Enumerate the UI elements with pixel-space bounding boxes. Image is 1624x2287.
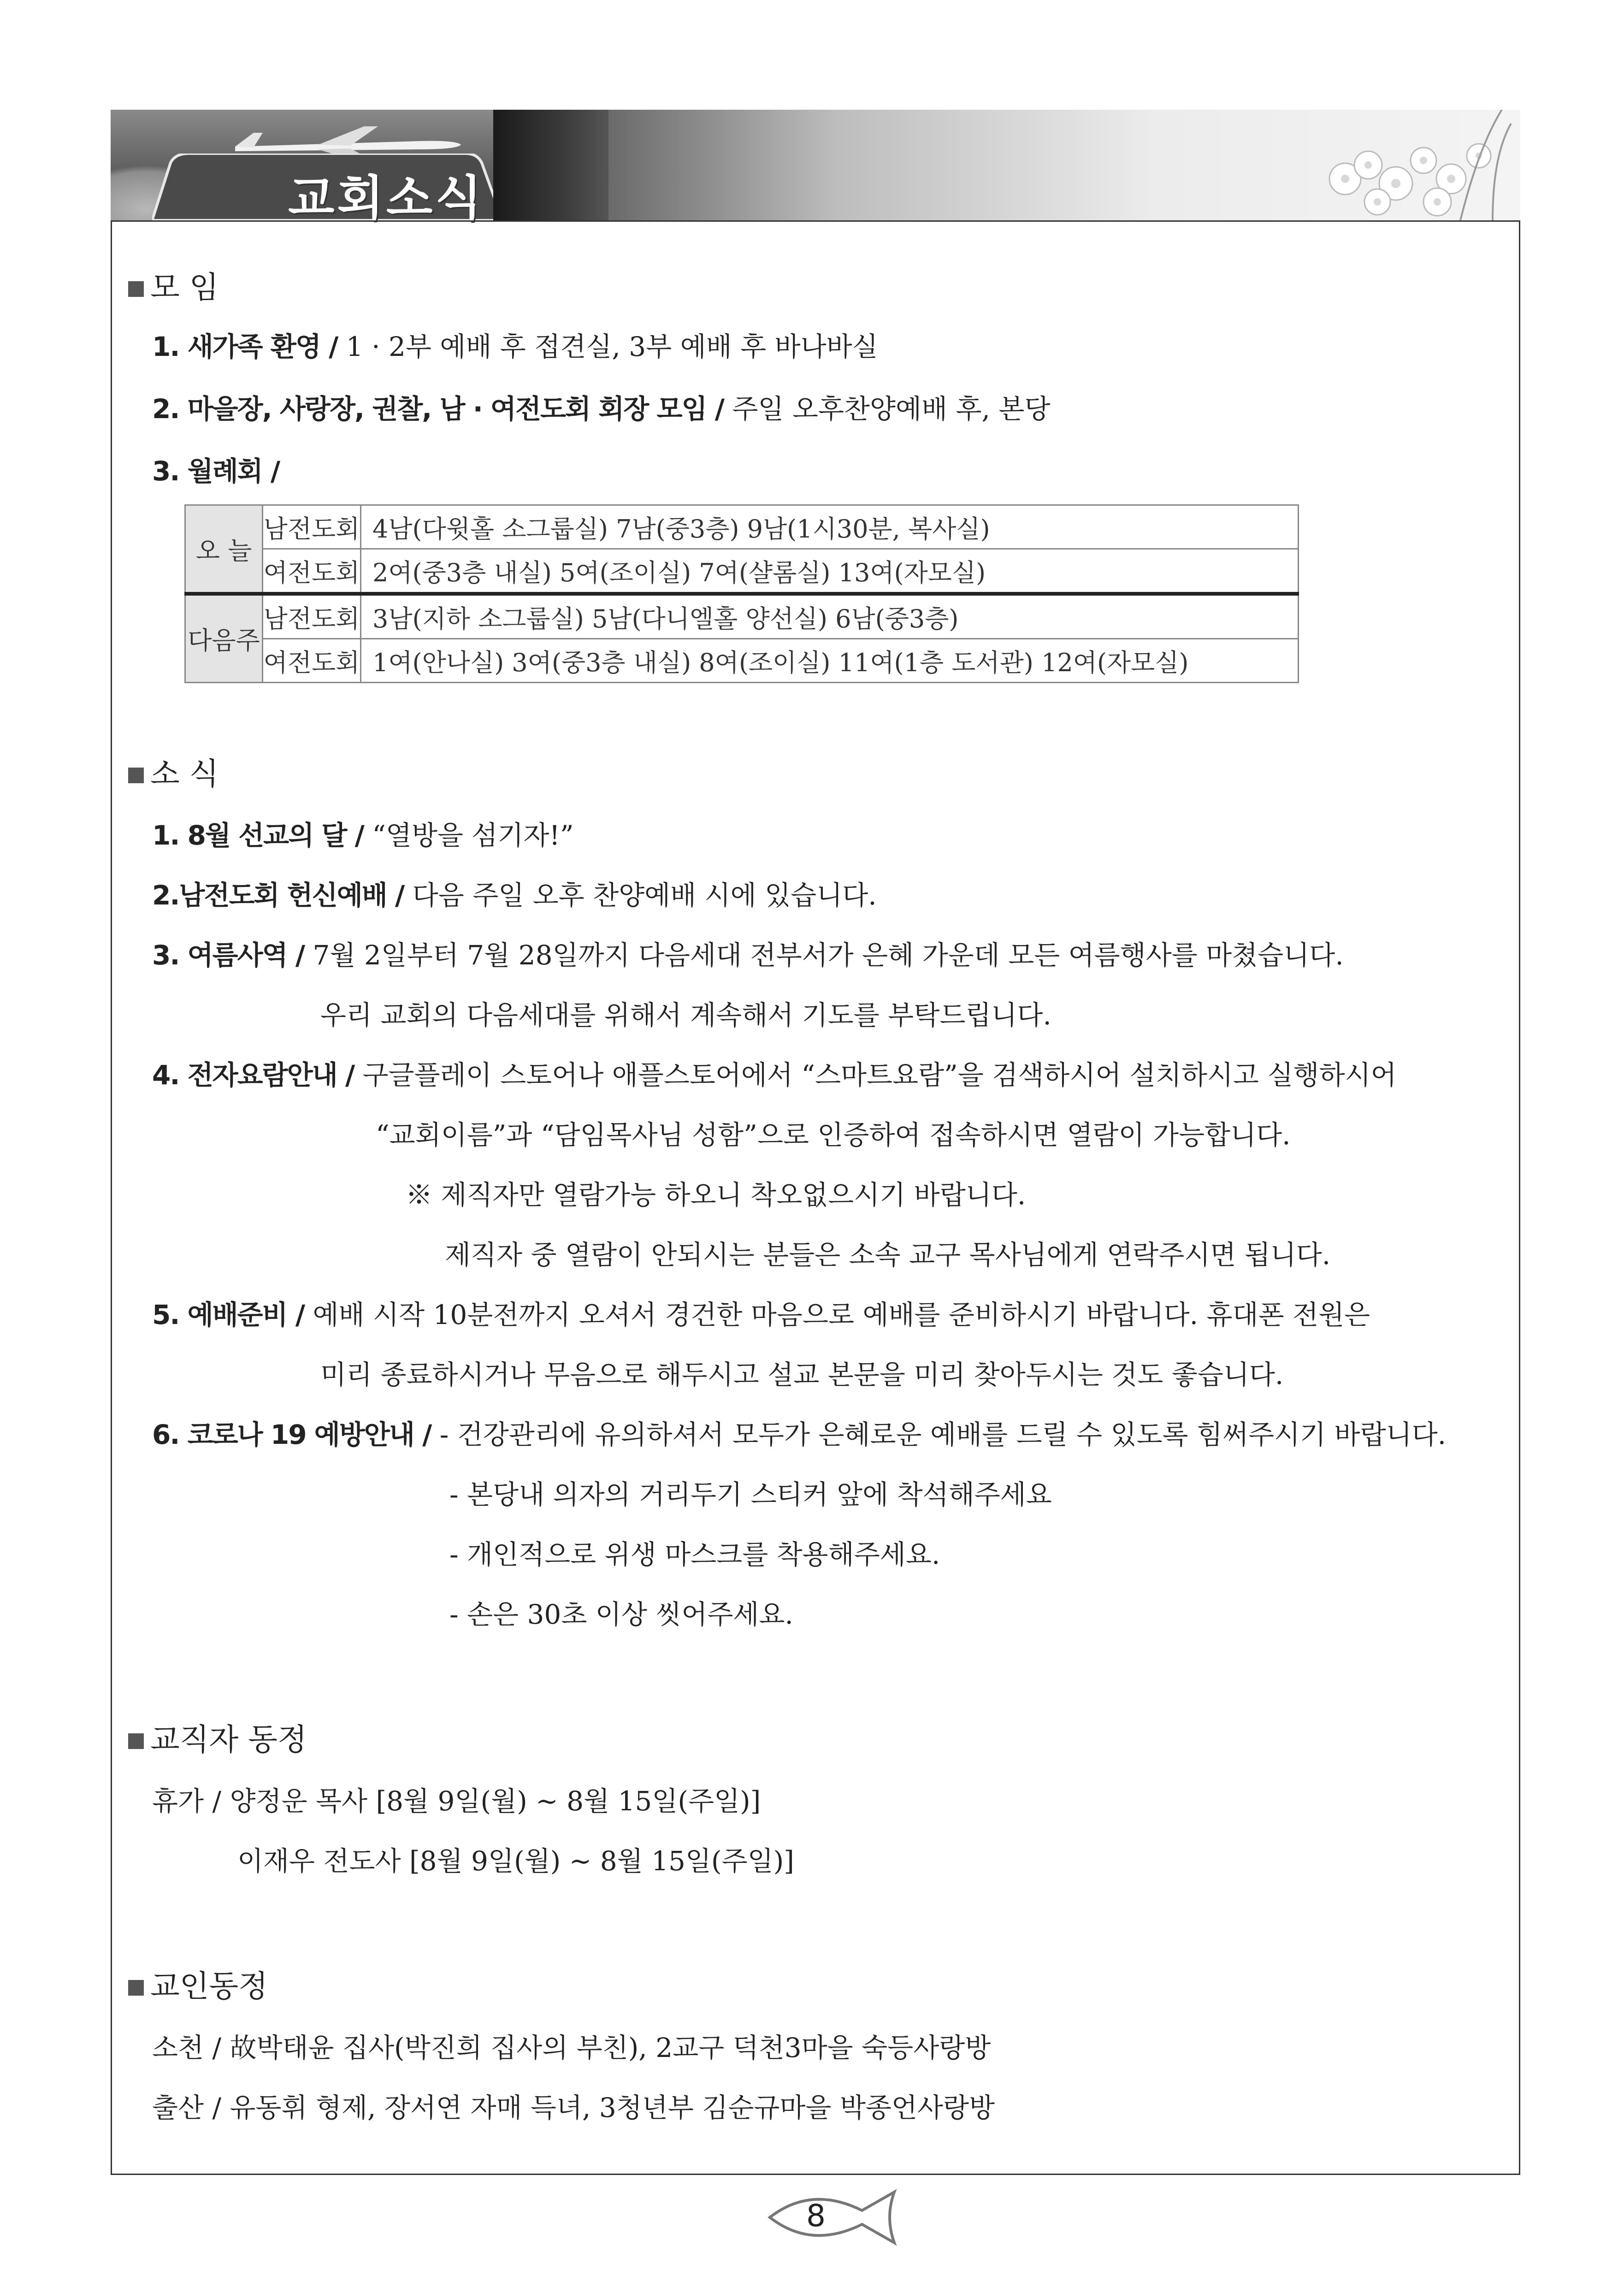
news-continuation: “교회이름”과 “담임목사님 성함”으로 인증하여 접속하시면 열람이 가능합니다.: [376, 1119, 1291, 1151]
table-row: [185, 594, 1299, 639]
news-note: ※ 제직자만 열람가능 하오니 착오없으시기 바랍니다.: [406, 1179, 1026, 1211]
table-row: [185, 639, 1299, 683]
flower-icon: [1262, 110, 1520, 220]
group-cell: 여전도회: [263, 639, 361, 683]
news-item: 3. 여름사역 / 7월 2일부터 7월 28일까지 다음세대 전부서가 은혜 가운데 모든 여름행사를 마쳤습니다.: [152, 940, 1344, 971]
square-bullet-icon: [128, 281, 144, 297]
meeting-item: 3. 월례회 /: [152, 455, 280, 487]
news-item: 1. 8월 선교의 달 / “열방을 섬기자!”: [152, 820, 574, 851]
news-item: 5. 예배준비 / 예배 시작 10분전까지 오셔서 경건한 마음으로 예배를 준비하시기 바랍니다. 휴대폰 전원은: [152, 1299, 1370, 1330]
group-cell: 여전도회: [263, 549, 361, 594]
news-item: 4. 전자요람안내 / 구글플레이 스토어나 애플스토어에서 “스마트요람”을 검색하시어 설치하시고 실행하시어: [152, 1059, 1397, 1091]
news-bullet: - 손은 30초 이상 씻어주세요.: [449, 1599, 793, 1630]
page-title: 교회소식: [288, 170, 484, 226]
member-line: 출산 / 유동휘 형제, 장서연 자매 득녀, 3청년부 김순규마을 박종언사랑방: [152, 2092, 995, 2123]
page-number: 8: [806, 2198, 826, 2234]
square-bullet-icon: [128, 1980, 144, 1996]
group-cell: 남전도회: [263, 594, 361, 639]
news-continuation: 우리 교회의 다음세대를 위해서 계속해서 기도를 부탁드립니다.: [320, 999, 1051, 1031]
day-cell: 다음주: [185, 594, 263, 683]
group-cell: 남전도회: [263, 505, 361, 549]
section-heading-meeting: 모 임: [128, 263, 219, 307]
staff-line: 이재우 전도사 [8월 9일(월) ~ 8월 15일(주일)]: [237, 1845, 794, 1877]
section-heading-news: 소 식: [128, 749, 219, 793]
section-heading-staff: 교직자 동정: [128, 1715, 307, 1759]
detail-cell: 3남(지하 소그룹실) 5남(다니엘홀 양선실) 6남(중3층): [361, 594, 1299, 639]
table-row: [185, 505, 1299, 549]
detail-cell: 4남(다윗홀 소그룹실) 7남(중3층) 9남(1시30분, 복사실): [361, 505, 1299, 549]
table-row: [185, 549, 1299, 594]
staff-line: 휴가 / 양정운 목사 [8월 9일(월) ~ 8월 15일(주일)]: [152, 1785, 761, 1817]
news-bullet: - 본당내 의자의 거리두기 스티커 앞에 착석해주세요: [449, 1479, 1052, 1510]
meeting-item: 1. 새가족 환영 / 1 · 2부 예배 후 접견실, 3부 예배 후 바나바실: [152, 331, 878, 362]
news-item: 6. 코로나 19 예방안내 / - 건강관리에 유의하셔서 모두가 은혜로운 예배를 드릴 수 있도록 힘써주시기 바랍니다.: [152, 1419, 1447, 1450]
day-cell: 오 늘: [185, 505, 263, 594]
meeting-item: 2. 마을장, 사랑장, 권찰, 남 · 여전도회 회장 모임 / 주일 오후찬양예배 후, 본당: [152, 393, 1051, 425]
news-item: 2.남전도회 헌신예배 / 다음 주일 오후 찬양예배 시에 있습니다.: [152, 880, 877, 911]
news-bullet: - 개인적으로 위생 마스크를 착용해주세요.: [449, 1539, 940, 1570]
square-bullet-icon: [128, 768, 144, 783]
news-continuation: 미리 종료하시거나 무음으로 해두시고 설교 본문을 미리 찾아두시는 것도 좋습니다.: [320, 1359, 1284, 1390]
monthly-meeting-table: [184, 504, 1299, 683]
banner-divider: [493, 110, 608, 220]
square-bullet-icon: [128, 1733, 144, 1749]
header-banner: [111, 110, 1520, 226]
news-note: 제직자 중 열람이 안되시는 분들은 소속 교구 목사님에게 연락주시면 됩니다.: [445, 1239, 1331, 1271]
detail-cell: 2여(중3층 내실) 5여(조이실) 7여(샬롬실) 13여(자모실): [361, 549, 1299, 594]
member-line: 소천 / 故박태윤 집사(박진희 집사의 부친), 2교구 덕천3마을 숙등사랑방: [152, 2032, 991, 2063]
section-heading-members: 교인동정: [128, 1962, 268, 2005]
detail-cell: 1여(안나실) 3여(중3층 내실) 8여(조이실) 11여(1층 도서관) 12여(자모실): [361, 639, 1299, 683]
